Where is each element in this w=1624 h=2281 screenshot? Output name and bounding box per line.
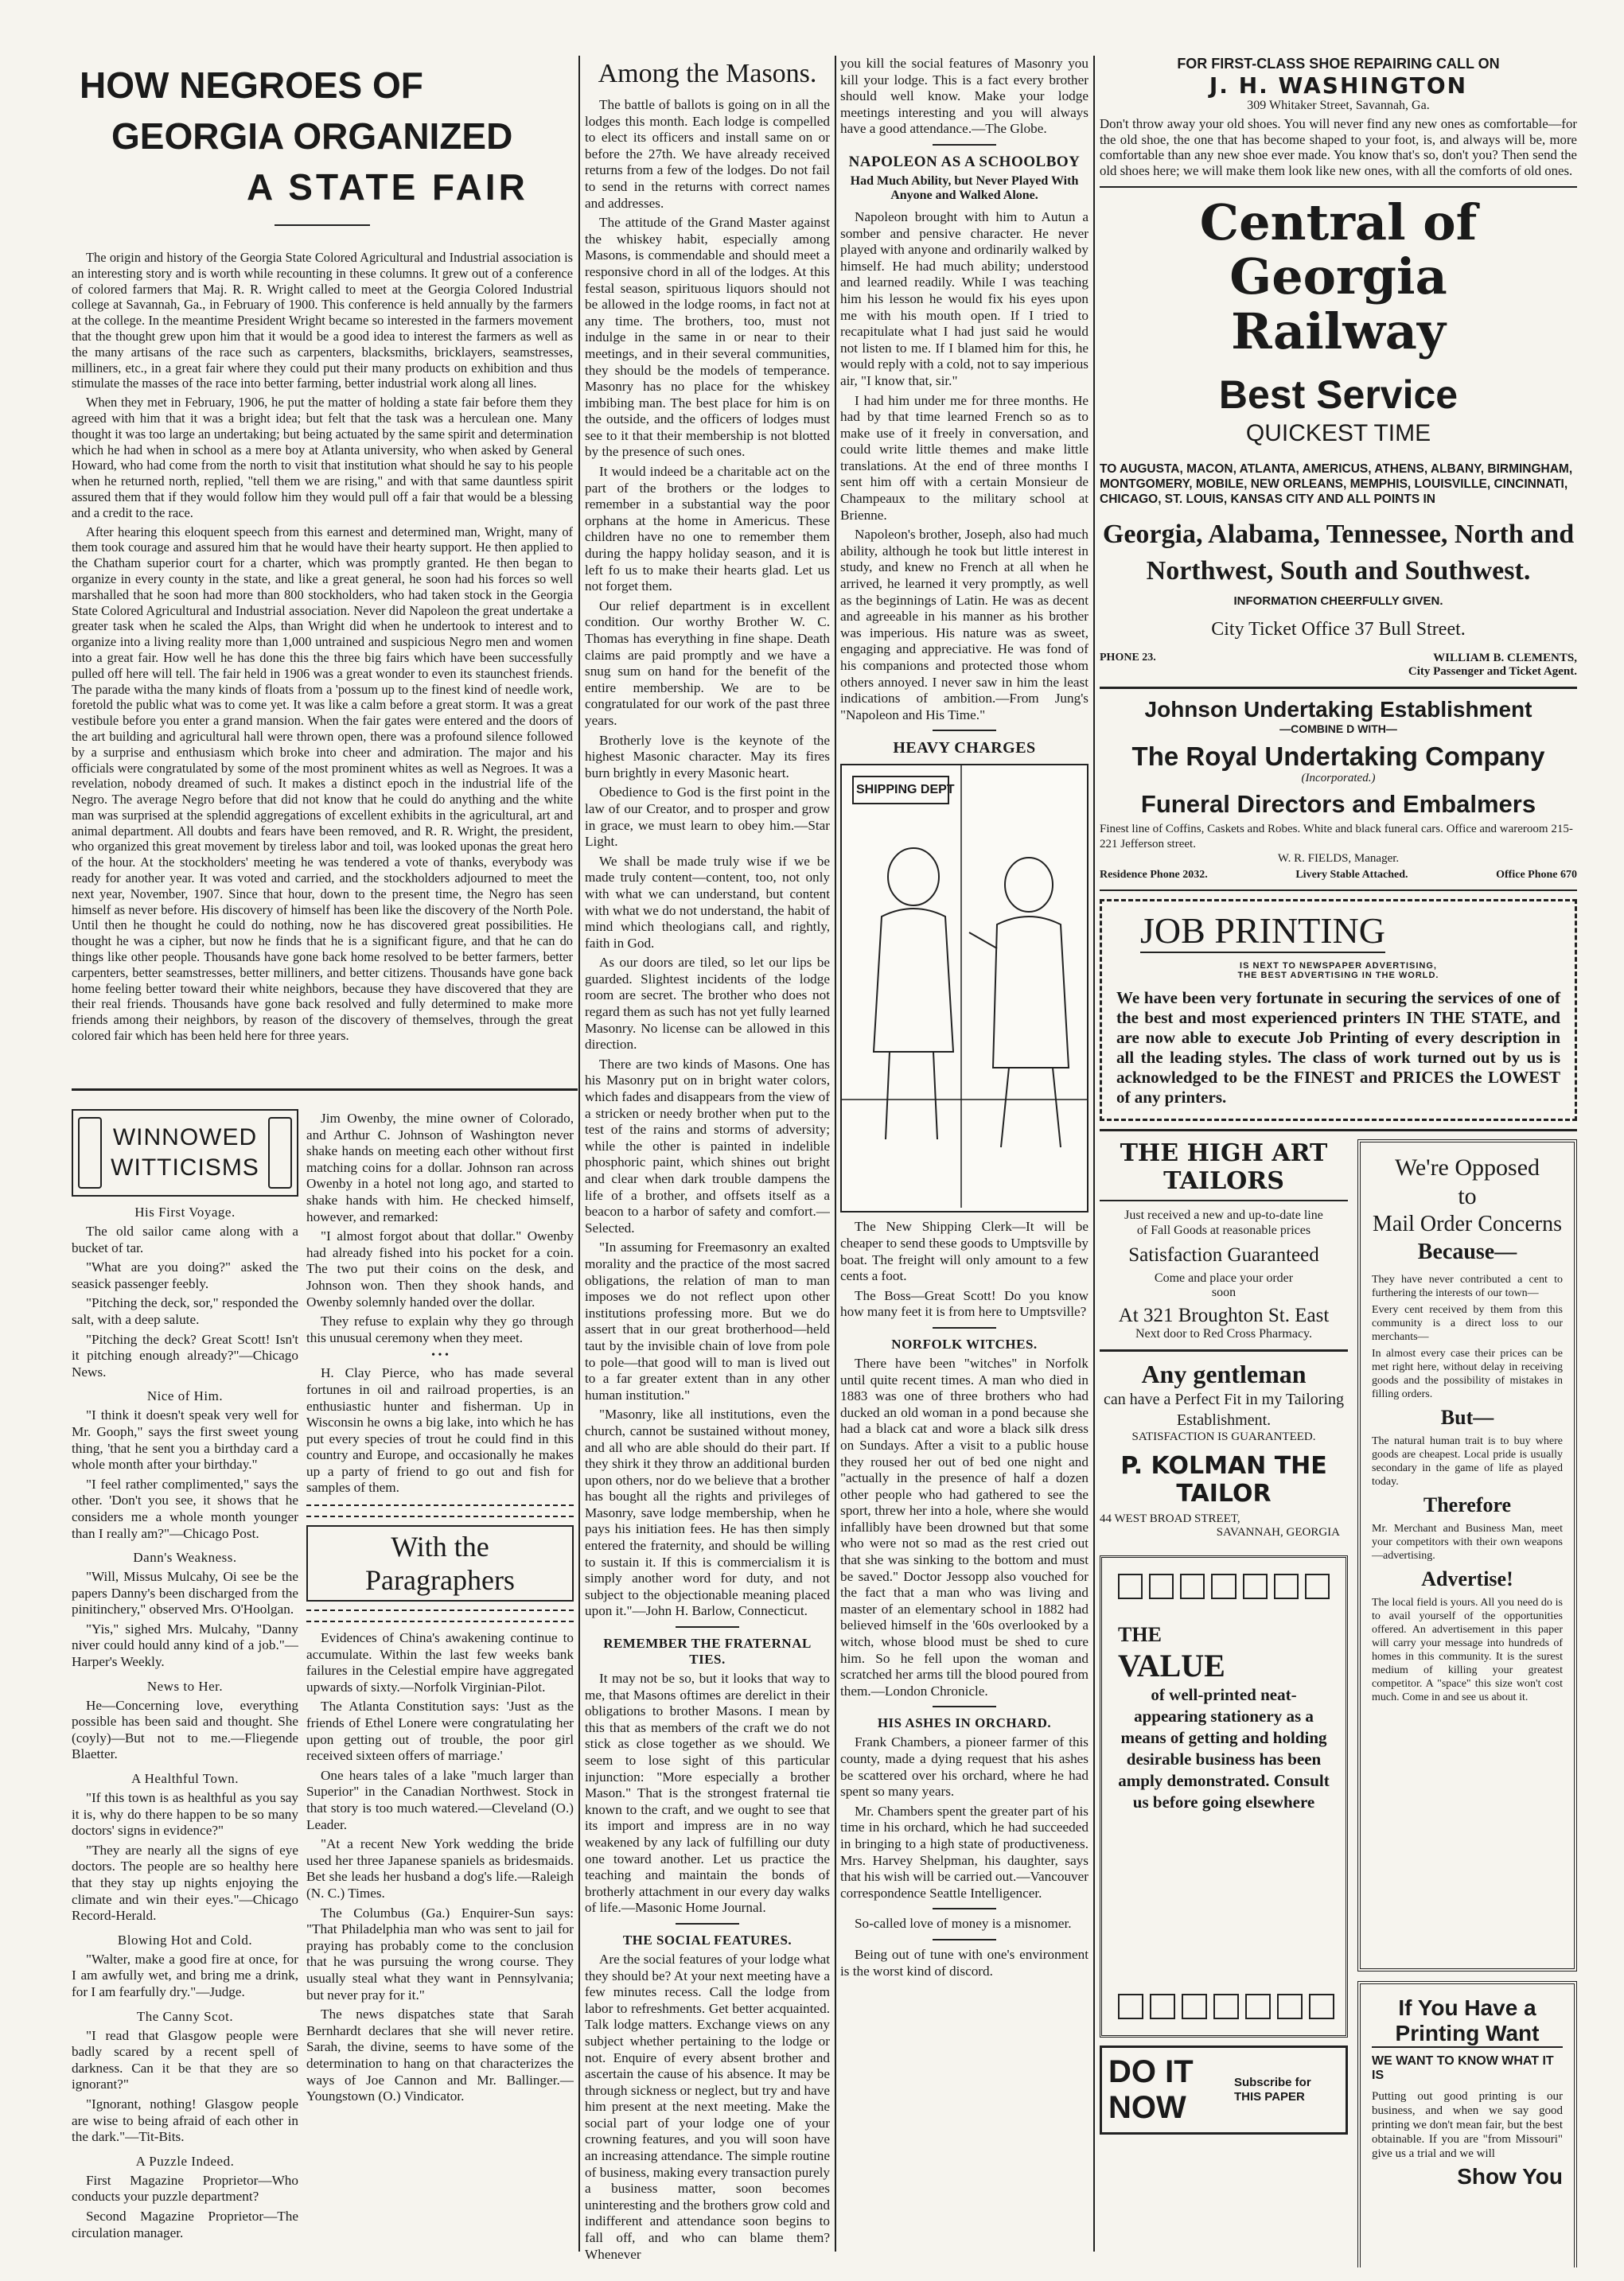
- tailors-title: THE HIGH ART TAILORS: [1100, 1139, 1348, 1201]
- railway-info: INFORMATION CHEERFULLY GIVEN.: [1233, 594, 1443, 608]
- undertaking-residence-phone: Residence Phone 2032.: [1100, 869, 1208, 881]
- witticism-text: "Yis," sighed Mrs. Mulcahy, "Danny niver could hould anny kind of a job."—Harper's Weekly.: [72, 1621, 298, 1670]
- ad-rule: [1100, 1129, 1577, 1131]
- tailors-line: Just received a new and up-to-date line of Fall Goods at reasonable prices: [1124, 1209, 1323, 1237]
- mail-order-head4: Because—: [1417, 1240, 1517, 1264]
- railway-ad: [1100, 193, 1577, 679]
- masons-paragraph: It would indeed be a charitable act on the part of the brothers or the lodges to remember in a substantial way the poor orphans at the home in Americus. These children have no one to remember them during the happy holiday season, and it is left fo us to make their hearts glad. Let us not forget them.: [585, 464, 830, 594]
- subscribe-text: Subscribe for THIS PAPER: [1233, 2076, 1311, 2104]
- witticisms-banner: [72, 1109, 298, 1197]
- miscellany-column: [840, 56, 1089, 2267]
- printing-body: Putting out good printing is our business, and when we say good printing we don't mean fair, but the best obtainable. If you are "from Missouri" give us a trial and we will: [1372, 2090, 1563, 2160]
- railway-name-1: Central of Georgia: [1199, 193, 1478, 306]
- masons-paragraph: Obedience to God is the first point in the law of our Creator, and to prosper and grow in grace, we must learn to obey him.—Star Light.: [585, 784, 830, 850]
- misc-paragraph: So-called love of money is a misnomer.: [855, 1916, 1072, 1932]
- social-paragraph: Are the social features of your lodge what they should be? At your next meeting have a few minutes recess. Call the lodge from labor to refreshments. Get better acquainted. Talk lodge matters. Exchange views on any subject whether pertaining to the lodge or not. Enquire of every absent brother and ascertain the cause of his absence. It may be through sickness or neglect, but try and have him present at the next meeting. Make the social part of your lodge one of your crowning features, and you will soon have an increasing attendance. The simple routine of business, making every transaction purely a business matter, soon becomes uninteresting and the brothers grow cold and indifferent and attendance soon begins to fall off, and who can blame them? Whenever: [585, 1951, 830, 2262]
- job-printing-ad: [1100, 899, 1577, 1121]
- separator: • • •: [431, 1349, 449, 1362]
- masons-paragraph: The attitude of the Grand Master against the whiskey habit, especially among Masons, is commendable and should meet a responsive chord in all of the lodges. At this festal season, spirituous liquors should not be allowed in the lodge rooms, in fact not at any time. The brothers, too, must not indulge in the same in or near to their meetings, and in their several communities, they should be the models of temperance. Masonry has no place for the whiskey imbibing man. The best place for him is on the outside, and the officers of lodges must see to it that their membership is not blotted by the presence of such ones.: [585, 215, 830, 460]
- printing-want-ad: [1357, 1981, 1577, 2267]
- kolman-name: P. KOLMAN THE TAILOR: [1120, 1452, 1327, 1508]
- do-it-now-text: DO IT NOW: [1108, 2054, 1194, 2125]
- masons-column: [585, 56, 830, 2267]
- mail-order-therefore: Therefore: [1423, 1493, 1512, 1516]
- tailors-come: Come and place your order soon: [1154, 1271, 1294, 1299]
- short-rule: [676, 1923, 739, 1925]
- witticism-text: "I think it doesn't speak very well for Mr. Gooph," says the first sweet young thing, 'that he sent you a birthday card a whole month after your birthday.": [72, 1407, 298, 1473]
- ashes-paragraph: Mr. Chambers spent the greater part of his time in his orchard, which he had succeeded in bringing to a high state of productiveness. Mrs. Harvey Shelpman, his daughter, says that his wish will be carried out.—Vancouver correspondence Seattle Intelligencer.: [840, 1803, 1089, 1901]
- paragrapher-item: The Columbus (Ga.) Enquirer-Sun says: "That Philadelphia man who was sent to jail for praying has probably come to the conclusion that he was pursuing the wrong course. They usually steal what they want in Pennsylvania; but never pray for it.": [306, 1905, 574, 2003]
- railway-agent: WILLIAM B. CLEMENTS,: [1433, 652, 1577, 664]
- tailors-address: At 321 Broughton St. East: [1118, 1305, 1330, 1326]
- masons-list: [585, 97, 830, 1620]
- masons-paragraph: As our doors are tiled, so let our lips be guarded. Slightest incidents of the lodge room are secret. The brother who does not regard them as such has not yet fully learned Masonry. No license can be allowed in this direction.: [585, 955, 830, 1053]
- witticisms-column: [72, 1098, 298, 2267]
- paragraphs-list: [306, 1630, 574, 2105]
- printing-show: Show You: [1457, 2164, 1563, 2189]
- kolman-satisfaction: SATISFACTION IS GUARANTEED.: [1131, 1430, 1316, 1443]
- witticism-text: "Pitching the deck? Great Scott! Isn't it pitching enough already?"—Chicago News.: [72, 1331, 298, 1380]
- cartoon-caption: The Boss—Great Scott! Do you know how many feet it is from here to Umptsville?: [840, 1287, 1089, 1320]
- napoleon-subtitle: Had Much Ability, but Never Played With Anyone and Walked Alone.: [850, 173, 1079, 202]
- witticism-text: First Magazine Proprietor—Who conducts your puzzle department?: [72, 2172, 298, 2205]
- witticism-title: A Healthful Town.: [131, 1771, 239, 1787]
- mail-order-advertise: Advertise!: [1421, 1567, 1513, 1590]
- mail-order-p5: Mr. Merchant and Business Man, meet your competitors with their own weapons—advertising.: [1372, 1523, 1563, 1562]
- kolman-fit: can have a Perfect Fit in my Tailoring Establishment.: [1103, 1391, 1345, 1429]
- kolman-city: SAVANNAH, GEORGIA: [1216, 1526, 1340, 1539]
- railway-best-service: Best Service: [1218, 372, 1458, 417]
- railway-office: City Ticket Office 37 Bull Street.: [1211, 619, 1466, 640]
- napoleon-title: NAPOLEON AS A SCHOOLBOY: [848, 153, 1081, 170]
- undertaking-livery: Livery Stable Attached.: [1295, 869, 1408, 881]
- paragraphers-column: [306, 1098, 574, 2267]
- tailors-next: Next door to Red Cross Pharmacy.: [1135, 1327, 1313, 1341]
- witticism-text: "Pitching the deck, sor," responded the salt, with a deep salute.: [72, 1295, 298, 1327]
- witticism-text: The old sailor came along with a bucket of tar.: [72, 1224, 298, 1255]
- masons-paragraph: The battle of ballots is going on in all the lodges this month. Each lodge is compelled to elect its officers and install same on or before the 27th. We have already received returns from a few of the lodges. Do not fail to send in the returns with correct names and addresses.: [585, 97, 830, 211]
- short-rule: [933, 1908, 996, 1909]
- paragraphers-title: With the Paragraphers: [306, 1525, 574, 1602]
- mail-order-but: But—: [1440, 1406, 1494, 1429]
- advertisements-column: [1100, 56, 1577, 2267]
- mail-order-p4: The natural human trait is to buy where goods are cheapest. Local pride is usually secondary in the game of life as played today.: [1372, 1435, 1563, 1488]
- heavy-charges-title: HEAVY CHARGES: [893, 739, 1036, 757]
- remember-title: REMEMBER THE FRATERNAL TIES.: [603, 1636, 812, 1668]
- masons-paragraph: There are two kinds of Masons. One has his Masonry put on in bright water colors, which fades and disappears from the view of a stricken or needy brother when put to the test of the rains and storms of adversity; while the other is painted in indelible phosphoric paint, which shines out bright and clear when dark trouble dampens the life of a brother, and offsets itself as a beacon to a harbor of safety and comfort.—Selected.: [585, 1056, 830, 1236]
- people-item: H. Clay Pierce, who has made several fortunes in oil and railroad properties, is an enthusiastic hunter and fisherman. Up in Wisconsin he owns a big lake, into which he has put every species of trout he could find in this country and Europe, and occasionally he makes up a party of friend to go out and fish for samples of them.: [306, 1365, 574, 1496]
- printing-know: WE WANT TO KNOW WHAT IT IS: [1372, 2054, 1554, 2082]
- witticism-text: "What are you doing?" asked the seasick passenger feebly.: [72, 1259, 298, 1291]
- napoleon-paragraph: Napoleon brought with him to Autun a somber and pensive character. He never played with anyone and ordinarily walked by himself. He had much ability; understood and learned readily. While I was teaching him his lesson he would fix his eyes upon me with his mouth open. If I tried to recapitulate what I had just said he would not listen to me. If I blamed him for this, he would reply with a cold, not to say imperious air, "I know that, sir.": [840, 208, 1089, 388]
- job-printing-body: We have been very fortunate in securing the services of one of the best and most experienced printers IN THE STATE, and are now able to execute Job Printing of every description in all the leading styles. The class of work turned out by us is acknowledged to be the FINEST and PRICES the LOWEST of any printers.: [1116, 988, 1560, 1107]
- mail-order-head2: to: [1458, 1183, 1477, 1209]
- napoleon-paragraph: Napoleon's brother, Joseph, also had much ability, although he took but little interest in study, and knew no French at all when he arrived, he learned it very promptly, as well as the beginnings of Latin. He was as decent and agreeable in his manner as his brother was imperious. His nature was as sweet, engaging and appreciative. He was fond of his companions and protected those whom others annoyed. I never saw in him the least indications of ambition.—From Jung's "Napoleon and His Time.": [840, 527, 1089, 722]
- railway-cities: TO AUGUSTA, MACON, ATLANTA, AMERICUS, ATHENS, ALBANY, BIRMINGHAM, MONTGOMERY, MOBILE, NEW ORLEANS, MEMPHIS, LOUISVILLE, CINCINNATI, CHICAGO, ST. LOUIS, KANSAS CITY AND ALL POINTS IN: [1100, 462, 1573, 506]
- masons-paragraph: Our relief department is in excellent condition. Our worthy Brother W. C. Thomas has everything in fine shape. Death claims are paid promptly and we have a snug sum on hand for the benefit of the entire membership. We are to be congratulated for our work of the past three years.: [585, 597, 830, 728]
- witticisms-title-1: WINNOWED: [112, 1124, 258, 1150]
- value-body: of well-printed neat-appearing stationery as a means of getting and holding desirable business has been amply demonstrated. Consult us before going elsewhere: [1118, 1685, 1330, 1812]
- masons-title: Among the Masons.: [598, 59, 817, 88]
- short-rule: [933, 144, 996, 146]
- ashes-paragraph: Frank Chambers, a pioneer farmer of this county, made a dying request that his ashes be scattered over his orchard, where he had spent so many years.: [840, 1734, 1089, 1800]
- cartoon-illustration: [840, 764, 1089, 1213]
- job-printing-sub1: IS NEXT TO NEWSPAPER ADVERTISING,: [1240, 961, 1437, 971]
- undertaking-manager: W. R. FIELDS, Manager.: [1277, 852, 1400, 865]
- witticism-title: His First Voyage.: [134, 1205, 236, 1220]
- printing-head2: Printing Want: [1372, 2021, 1563, 2048]
- paragrapher-item: Evidences of China's awakening continue to accumulate. Within the last few weeks bank failures in the Celestial empire have aggregated upwards of sixty.—Norfolk Virginian-Pilot.: [306, 1630, 574, 1695]
- napoleon-paragraph: I had him under me for three months. He had by that time learned French so as to make use of it freely in conversation, and could write little themes and make little translations. At the end of three months I sent him off with a certain Monsieur de Champeaux to the military school at Brienne.: [840, 392, 1089, 523]
- shoe-ad-line: FOR FIRST-CLASS SHOE REPAIRING CALL ON: [1177, 56, 1500, 72]
- fair-article: [72, 250, 573, 1044]
- mail-order-p3: In almost every case their prices can be met right here, without delay in receiving goods and the possibility of mistakes in filling orders.: [1372, 1348, 1563, 1400]
- headline-line-1: HOW NEGROES OF: [80, 64, 423, 106]
- short-rule: [933, 1706, 996, 1707]
- undertaking-inc: (Incorporated.): [1301, 772, 1376, 784]
- value-word: VALUE: [1118, 1648, 1225, 1684]
- mail-order-ad: [1357, 1139, 1577, 1972]
- column-rule: [1093, 56, 1095, 2252]
- mail-order-p1: They have never contributed a cent to furthering the interests of our town—: [1372, 1274, 1563, 1299]
- ashes-title: HIS ASHES IN ORCHARD.: [877, 1715, 1052, 1731]
- ornament-rule: [306, 1504, 574, 1517]
- railway-regions: Georgia, Alabama, Tennessee, North and Northwest, South and Southwest.: [1102, 520, 1575, 586]
- witticism-text: "I feel rather complimented," says the other. 'Don't you see, it shows that he considers me a whole month younger than I really am?"—Chicago Post.: [72, 1476, 298, 1541]
- article-paragraph: When they met in February, 1906, he put the matter of holding a state fair before them they agreed with him that it was a bright idea; but felt that the task was a herculean one. Many thought it was too large an undertaking; but being actuated by the same spirit and determination which he had when in school as a mere boy at Atlanta university, who when asked by General Howard, who had come from the north to visit that institution what should he say to his people when he returned north, replied, "tell them we are rising," and with that same dauntless spirit assured them that if they would follow him they would pull off a fair that would be a blessing and a credit to the race.: [72, 395, 573, 520]
- shoe-ad-name: J. H. WASHINGTON: [1209, 72, 1468, 99]
- job-printing-title: JOB PRINTING: [1140, 909, 1385, 953]
- tailors-satisfaction: Satisfaction Guaranteed: [1128, 1244, 1319, 1266]
- short-rule: [676, 1626, 739, 1628]
- mail-order-p6: The local field is yours. All you need do is to avail yourself of the opportunities offered. An advertisement in this paper will carry your message into hundreds of homes in this community. It is the surest medium of killing your greatest competitor. A "space" this size won't cost much. Come in and see us about it.: [1372, 1597, 1563, 1703]
- remember-paragraph: It may not be so, but it looks that way to me, that Masons oftimes are derelict in their obligations to brother Masons. I mean by this that as members of the craft we do not stick as close together as we should. We seem to lose sight of this particular injunction: "More especially a brother Mason." That is the strongest fraternal tie known to the craft, and we ought to see that its import and impress are in no way weakened by any lack of fulfilling our duty one toward another. Let us practice the teaching and maintain the bonds of brotherly attachment in our every day walks of life.—Masonic Home Journal.: [585, 1671, 830, 1916]
- railway-phone: PHONE 23.: [1100, 652, 1156, 664]
- mail-order-head1: We're Opposed: [1394, 1154, 1540, 1181]
- ad-rule: [1100, 1349, 1348, 1352]
- ornament-rule: [306, 1610, 574, 1622]
- section-rule: [72, 1088, 578, 1091]
- ad-rule: [1100, 687, 1577, 689]
- undertaking-ad: [1100, 697, 1577, 882]
- value-the: THE: [1118, 1623, 1162, 1646]
- norfolk-title: NORFOLK WITCHES.: [891, 1336, 1038, 1352]
- railway-quickest: QUICKEST TIME: [1245, 420, 1431, 446]
- witticism-text: "Ignorant, nothing! Glasgow people are wise to being afraid of each other in the dark."—Tit-Bits.: [72, 2096, 298, 2145]
- undertaking-name: Johnson Undertaking Establishment: [1144, 697, 1532, 722]
- witticism-text: "Walter, make a good fire at once, for I am awfully wet, and bring me a drink, for I am fearfully dry."—Judge.: [72, 1951, 298, 1999]
- witticism-text: He—Concerning love, everything possible has been said and thought. She (coyly)—But not to me.—Fliegende Blaetter.: [72, 1697, 298, 1762]
- paragrapher-item: The news dispatches state that Sarah Bernhardt declares that she will never retire. Sarah, the divine, seems to have some of the determination to hang on that characterizes the ways of Joe Cannon and Mr. Ballinger.—Youngstown (O.) Vindicator.: [306, 2007, 574, 2104]
- cartoon-drawing: [842, 765, 1087, 1208]
- headline-rule: [275, 224, 370, 226]
- witticism-title: A Puzzle Indeed.: [135, 2153, 235, 2169]
- column-rule: [578, 56, 580, 2252]
- masons-paragraph: Brotherly love is the keynote of the highest Masonic character. May its fires burn brightly in every Masonic heart.: [585, 732, 830, 780]
- tailors-ad: [1100, 1139, 1348, 1341]
- witticisms-title-2: WITTICISMS: [111, 1154, 259, 1181]
- value-ad: [1100, 1555, 1348, 2038]
- witticism-title: The Canny Scot.: [136, 2008, 234, 2024]
- headline-line-2: GEORGIA ORGANIZED: [111, 115, 513, 157]
- paragrapher-item: One hears tales of a lake "much larger than Superior" in the Canadian Northwest. Stock in that story is too much watered.—Cleveland (O.) Leader.: [306, 1767, 574, 1832]
- witticism-title: News to Her.: [146, 1678, 224, 1694]
- social-title: THE SOCIAL FEATURES.: [622, 1932, 793, 1948]
- job-printing-sub2: THE BEST ADVERTISING IN THE WORLD.: [1237, 971, 1439, 980]
- people-item: They refuse to explain why they go through this unusual ceremony when they meet.: [306, 1314, 574, 1345]
- undertaking-office-phone: Office Phone 670: [1496, 869, 1577, 881]
- witticism-text: "Will, Missus Mulcahy, Oi see be the papers Danny's been discharged from the pinitinchery," observed Mrs. O'Hoolgan.: [72, 1569, 298, 1617]
- witticism-title: Dann's Weakness.: [133, 1550, 237, 1566]
- mail-order-p2: Every cent received by them from this community is a direct loss to our merchants—: [1372, 1304, 1563, 1343]
- do-it-now-ad: [1100, 2046, 1348, 2135]
- headline-line-3: A STATE FAIR: [247, 166, 528, 208]
- short-rule: [933, 730, 996, 731]
- railway-name-2: Railway: [1231, 302, 1446, 360]
- short-rule: [933, 1327, 996, 1329]
- printing-head1: If You Have a: [1398, 1995, 1536, 2020]
- undertaking-combined: —COMBINE D WITH—: [1279, 722, 1397, 735]
- people-item: "I almost forgot about that dollar." Owenby had already fished into his pocket for a coin. The two put their coins on the desk, and Johnson won. Then they shook hands, and Owenby solemnly handed over the dollar.: [306, 1228, 574, 1310]
- witticism-text: "I read that Glasgow people were badly scared by a recent spell of darkness. Can it be that they are so ignorant?": [72, 2027, 298, 2092]
- shoe-ad-body: Don't throw away your old shoes. You will never find any new ones as comfortable—for the old shoe, the one that has become shaped to your foot, is, and always will be, more comfortable than any new shoe ever made. You know that's so, don't you? Then send the old shoes here; we will make them look like new ones, with all the comforts of old ones.: [1100, 116, 1577, 178]
- masons-paragraph: We shall be made truly wise if we be made truly content—content, too, not only with what we can understand, but content with what we do not understand, the habit of mind which theologians call, and rightly, faith in God.: [585, 853, 830, 951]
- paragrapher-item: "At a recent New York wedding the bride used her three Japanese spaniels as bridesmaids. Bet she leads her husband a dog's life.—Raleigh (N. C.) Times.: [306, 1836, 574, 1901]
- ornament-left: [78, 1117, 102, 1189]
- cartoon-sign: SHIPPING DEPT: [856, 783, 955, 797]
- witticism-text: Second Magazine Proprietor—The circulation manager.: [72, 2208, 298, 2240]
- mail-order-head3: Mail Order Concerns: [1373, 1212, 1562, 1236]
- ad-rule: [1100, 889, 1577, 891]
- masons-paragraph: "In assuming for Freemasonry an exalted morality and the practice of the most sacred obligations, the relation of man to man imposes we do not reflect upon other institutions professing more. But we do assert that in our great brotherhood—held taut by the invisible chain of love from pole to pole—that good will to man is lived out to a far greater extent than in any other human institution.": [585, 1240, 830, 1403]
- misc-paragraph: Being out of tune with one's environment is the worst kind of discord.: [840, 1946, 1089, 1979]
- short-rule: [933, 1939, 996, 1940]
- witticism-text: "If this town is as healthful as you say it is, why do there happen to be so many doctors' signs in evidence?": [72, 1790, 298, 1839]
- ad-stack-left: [1100, 1139, 1348, 2267]
- witticism-text: "They are nearly all the signs of eye doctors. The people are so healthy here that they stay up nights enjoying the climate and win their eyes."—Chicago Record-Herald.: [72, 1842, 298, 1924]
- column-rule: [835, 56, 836, 2252]
- globe-paragraph: you kill the social features of Masonry you kill your lodge. This is a fact every brother should well know. Make your lodge meetings interesting and you will always have a good attendance.—The Globe.: [840, 56, 1089, 137]
- undertaking-line: Finest line of Coffins, Caskets and Robes. White and black funeral cars. Office and wareroom 215-221 Jefferson street.: [1100, 823, 1573, 851]
- article-paragraph: After hearing this eloquent speech from this earnest and determined man, Wright, many of them took courage and assured him that he would have their hearty support. He then applied to the Chatham superior court for a charter, which was promptly granted. He then began to organize in every county in the state, and like a great general, he soon had his forces so well marshalled that he soon had more than 800 stockholders, who had taken stock in the Georgia State Colored Agricultural and Industrial association. Never did Napoleon the great undertake a greater task when he scaled the Alps, than Wright did when he undertook to interest and to organize into a living reality more than 1,000 untrained and suspicious Negro men and women into a great fair. How well he has done this the three big fairs which have been successfully pulled off here will tell. The fair held in 1906 was a great wonder to even its staunchest friends. The parade witha the many kinds of floats from a 'possum up to the finest kind of needle work, foretold the public what was to come yet. It was like a calm before a great storm. It was a great vestibule before you enter a grand mansion. When the fair gates were entered and the doors of the art building and agricultural hall were thrown open, there was a profound silence followed by a surprise and enthusiasm which broke into cheer and admiration. The major and his officials were congratulated by some of the most prominent whites as well as Negroes. It was a revelation, nobody dreamed of such. It makes a distinct epoch in the industrial life of the Negro. The average Negro before that did not know that he could do anything and the white man was surprised at the splendid aggregations of excellent exhibits in the agricultural, art and animal department. All doubts and fears have been removed, and R. R. Wright, the president, who organized this great movement by tireless labor and toil, was looked uponas the great hero of the hour. At the stockholders' meeting he was tendered a vote of thanks, everybody was ready for another year. It was voted and carried, and the stockholders adjourned to meet the next year, November, 1907. Since that hour, down to the present time, the Negro has seen himself as never before. His discovery of himself has been like the discovery of the North Pole. Until then he thought he could do nothing, now he has discovered great possibilities. He thought he was a cipher, but now he finds that he is a significant figure, and that he can do things like other people. Thousands have gone back home resolved to be better farmers, better carpenters, better seamstresses, better milliners, and better citizens. Thousands have gone back home feeling better toward their white neighbors, because they have discovered that they are their real friends. Thousands have gone back resolved and fully determined to make more friends among their neighbors, by reason of the discovery of themselves, through the great colored fair which has been held here for three years.: [72, 524, 573, 1044]
- cartoon-caption: The New Shipping Clerk—It will be cheaper to send these goods to Umptsville by boat. The freight will only amount to a few cents a foot.: [840, 1219, 1089, 1284]
- paragrapher-item: The Atlanta Constitution says: 'Just as the friends of Ethel Lonere were congratulating her upon getting out of trouble, the poor girl received sixteen offers of marriage.': [306, 1699, 574, 1764]
- norfolk-paragraph: There have been "witches" in Norfolk until quite recent times. A man who died in 1883 was one of three brothers who had ducked an old woman in a pond because she had a black cat and wore a black silk dress on Sundays. After a visit to a public house they roused her out of bed one night and "actually in the presence of half a dozen other people who had gathered to see the sport, threw her into a hole, where she would infallibly have been drowned but that some who were not so mad as the rest cried out that she was sinking to the bottom and must be saved." Doctor Jessopp also vouched for the fact that a man who was living and master of an elementary school in 1882 had believed himself in the '60s overlooked by a witch, whose blood must be shed to cure him. So he fell upon the woman and scratched her arms till the blood poured from them.—London Chronicle.: [840, 1355, 1089, 1699]
- witticisms-list: [72, 1205, 298, 2241]
- ad-stack-right: [1357, 1139, 1577, 2267]
- ad-rule: [1100, 186, 1577, 188]
- shoe-ad-address: 309 Whitaker Street, Savannah, Ga.: [1247, 99, 1430, 112]
- witticism-title: Blowing Hot and Cold.: [117, 1932, 253, 1948]
- people-item: Jim Owenby, the mine owner of Colorado, and Arthur C. Johnson of Washington never shake hands on meeting each other without first matching coins for a dollar. Johnson ran across Owenby in a hotel not long ago, and started to shake hands with him. He checked himself, however, and remarked:: [306, 1111, 574, 1224]
- kolman-ad: [1100, 1360, 1348, 1539]
- ornament-right: [268, 1117, 292, 1189]
- witticism-title: Nice of Him.: [146, 1388, 224, 1404]
- article-paragraph: The origin and history of the Georgia State Colored Agricultural and Industrial association is an interesting story and is worth while recounting in these columns. It grew out of a conference of colored farmers that Maj. R. R. Wright called to meet at the Georgia Colored Industrial college at Savannah, Ga., in February of 1900. This conference is held annually by the farmers at the college. In the meantime President Wright became so interested in the farmers movement that the thought grew upon him that it would be a good idea to interest the farmers as well as the many artisans of the race such as carpenters, blacksmiths, bricklayers, seamstresses, milliners, etc., in a great fair where they could put their many products on exhibition and thus stimulate the masses of the race into better farming, better industrial work along all lines.: [72, 250, 573, 391]
- railway-agent-title: City Passenger and Ticket Agent.: [1408, 665, 1577, 678]
- royal-undertaking-name: The Royal Undertaking Company: [1131, 742, 1545, 771]
- masons-paragraph: "Masonry, like all institutions, even the church, cannot be sustained without money, and all who are able should do their part. If they shirk it they throw an additional burden upon others, nor do we believe that a brother has bought all the rights and privileges of Masonry, save lodge membership, when he pays his initiation fees. He has then simply entered the fraternity, and should be willing to sustain it. If this is commercialism it is simply another word for duty, and not subject to the objectionable meaning placed upon it."—John H. Barlow, Connecticut.: [585, 1407, 830, 1619]
- kolman-any: Any gentleman: [1141, 1360, 1307, 1388]
- shoe-ad: [1100, 56, 1577, 178]
- funeral-directors: Funeral Directors and Embalmers: [1140, 790, 1536, 818]
- kolman-address: 44 WEST BROAD STREET,: [1100, 1512, 1240, 1525]
- people-items: [306, 1111, 574, 1497]
- ad-grid: [1100, 1139, 1577, 2267]
